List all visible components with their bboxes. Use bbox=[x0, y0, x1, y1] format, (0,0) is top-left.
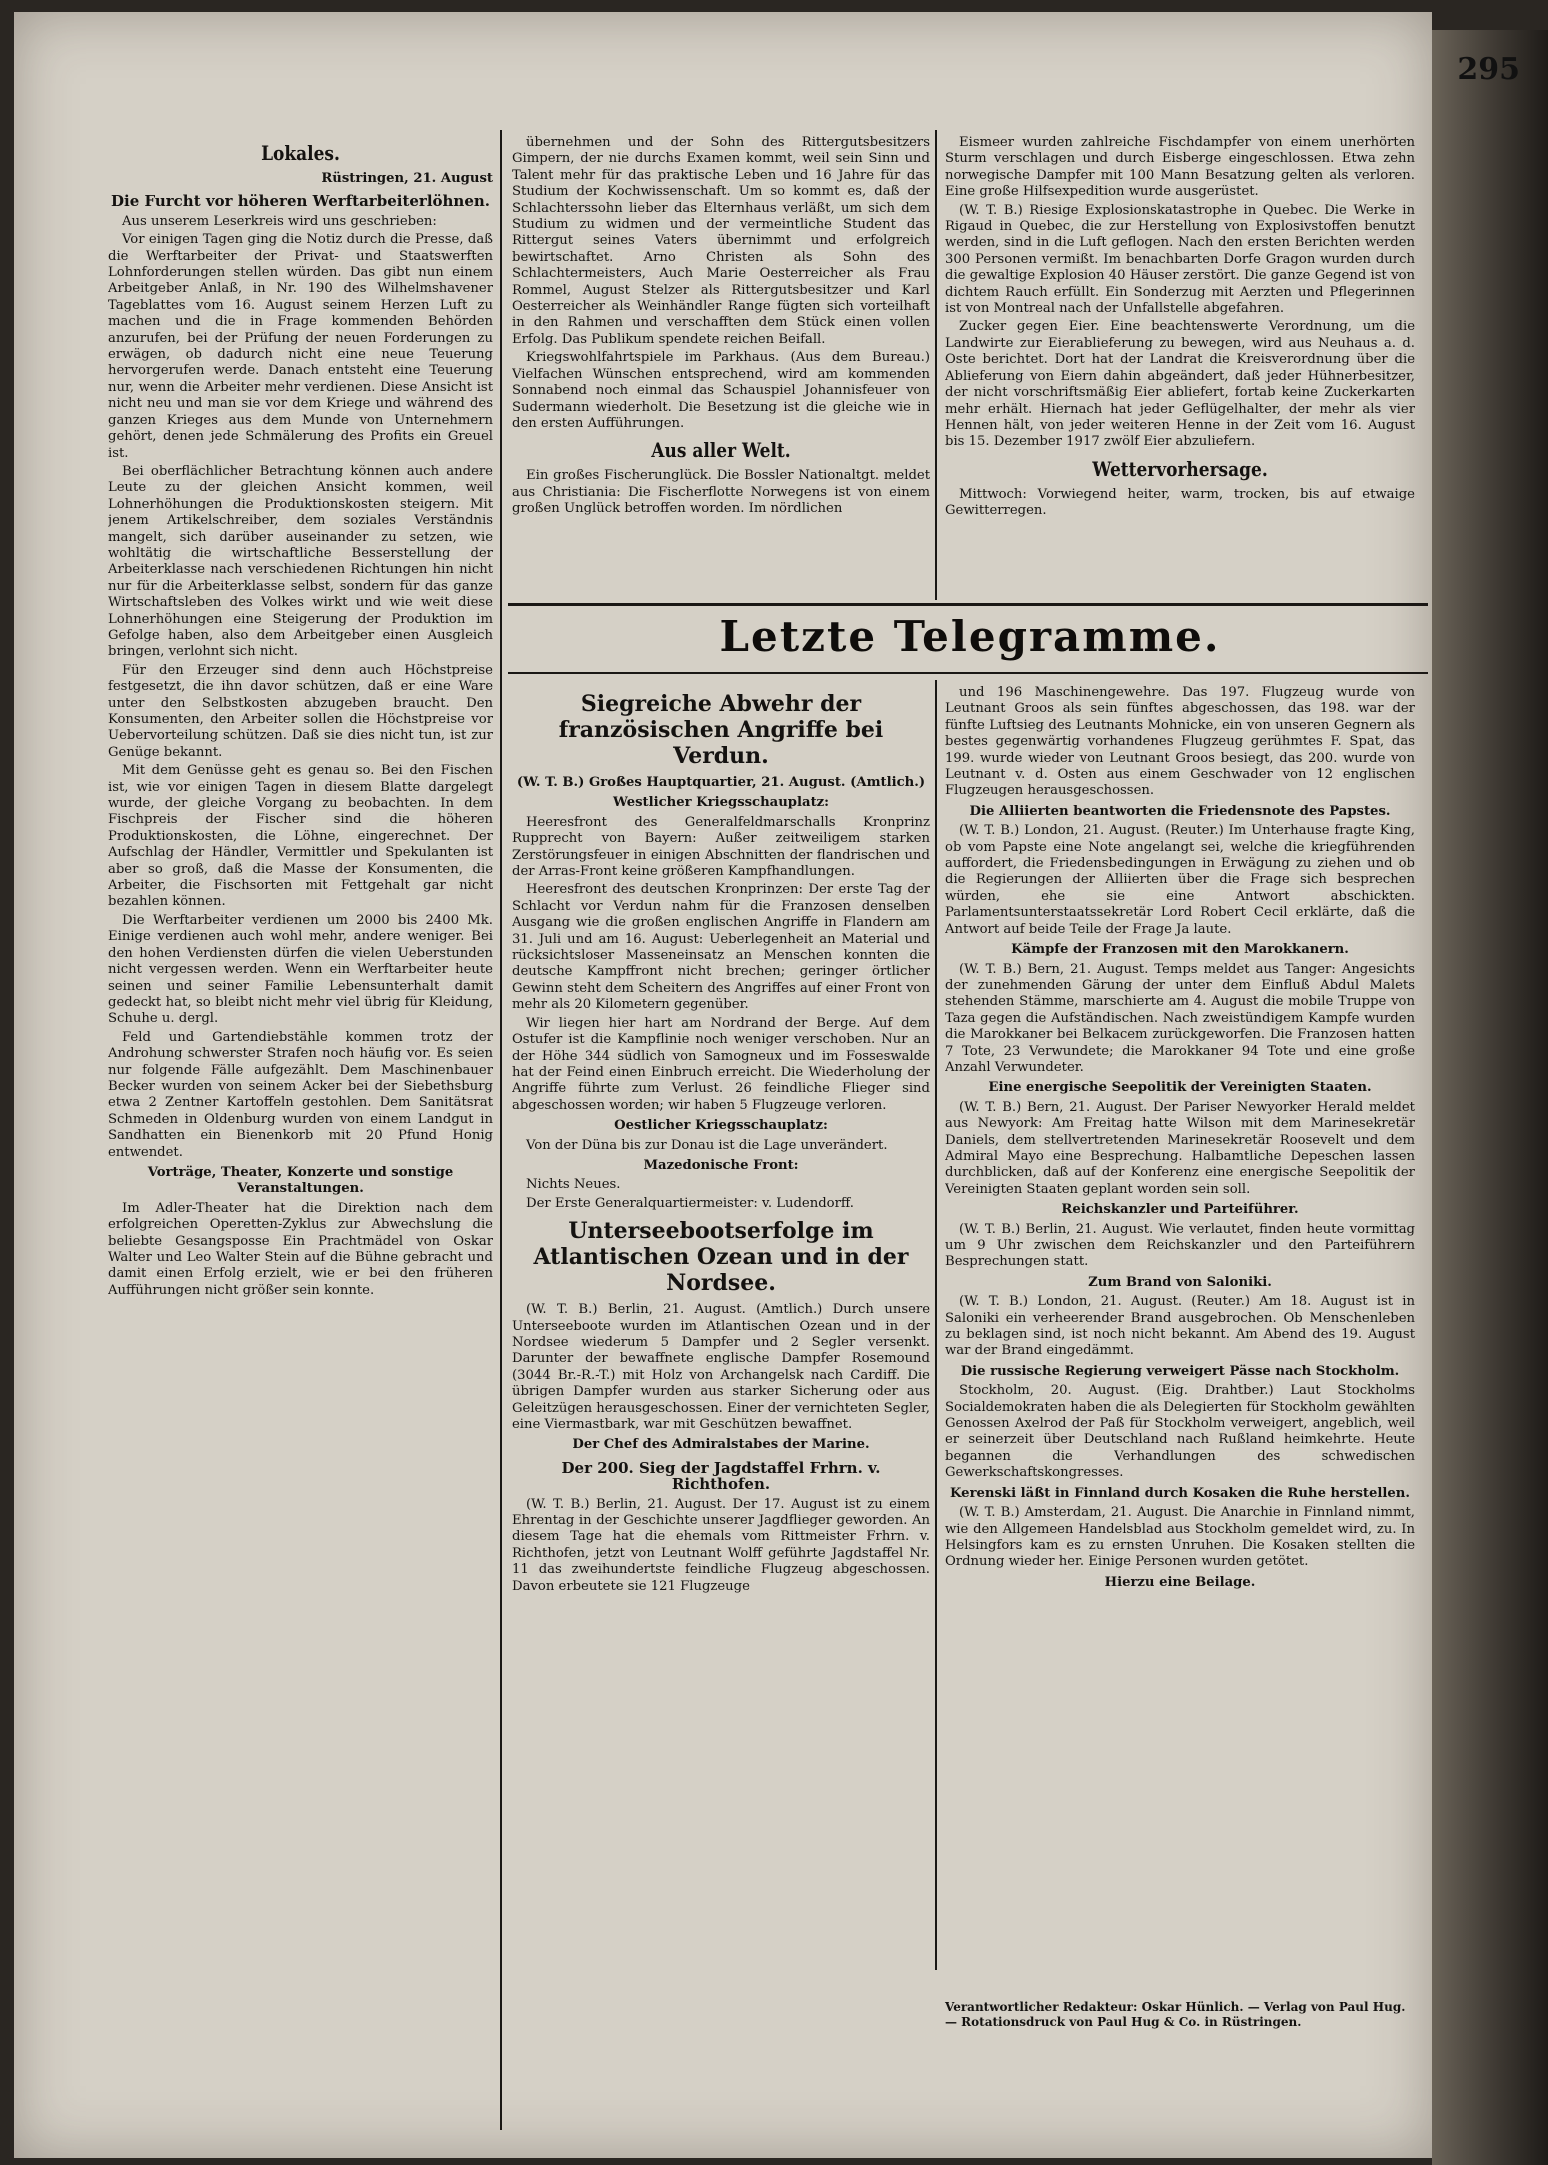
article-intro: Aus unserem Leserkreis wird uns geschrieben: bbox=[122, 213, 437, 229]
imprint: Verantwortlicher Redakteur: Oskar Hünlich. — Verlag von Paul Hug. — Rotationsdruck von Paul Hug & Co. in Rüstringen. bbox=[945, 2000, 1406, 2029]
subheading: Oestlicher Kriegsschauplatz: bbox=[614, 1118, 828, 1134]
section-title-wettervorhersage: Wettervorhersage. bbox=[1092, 456, 1268, 481]
article-paragraph: Nichts Neues. bbox=[526, 1177, 621, 1193]
book-edge bbox=[1432, 30, 1548, 2165]
article-paragraph: (W. T. B.) London, 21. August. (Reuter.) Am 18. August ist in Saloniki ein verheerender Brand ausgebrochen. Ob Menschenleben zu beklagen sind, ist noch nicht bekannt. Am Abend des 19. August war der Brand eingedämmt. bbox=[945, 1294, 1415, 1359]
dateline: (W. T. B.) Großes Hauptquartier, 21. August. (Amtlich.) bbox=[516, 775, 926, 790]
subheading: Zum Brand von Saloniki. bbox=[1088, 1274, 1272, 1290]
article-paragraph: Vor einigen Tagen ging die Notiz durch die Presse, daß die Werftarbeiter der Privat- und Staatswerften Lohnforderungen stellen würden. Das gibt nun einem Arbeitgeber Anlaß, in Nr. 190 des Wilhelmshavener Tageblattes vom 16. August seinem Herzen Luft zu machen und die in Frage kommenden Behörden anzurufen, bei der Prüfung der neuen Forderungen zu erwägen, ob dadurch nicht eine neue Teuerung hervorgerufen werde. Danach entsteht eine Teuerung nur, wenn die Arbeiter mehr verdienen. Diese Ansicht ist nicht neu und man sie vor dem Kriege und während des ganzen Krieges aus dem Munde von Unternehmern gehört, denen jede Schmälerung des Profits ein Greuel ist. bbox=[108, 232, 493, 461]
article-paragraph: Wir liegen hier hart am Nordrand der Berge. Auf dem Ostufer ist die Kampflinie noch weniger verschoben. Nur an der Höhe 344 südlich von Samogneux und im Fosseswalde hat der Feind einen Einbruch erreicht. Die Wiederholung der Angriffe führte zum Verlust. 26 feindliche Flieger sind abgeschossen worden; wir haben 5 Flugzeuge verloren. bbox=[512, 1015, 930, 1113]
column-news-right bbox=[945, 135, 1415, 595]
article-paragraph: Im Adler-Theater hat die Direktion nach dem erfolgreichen Operetten-Zyklus zur Abwechslung die beliebte Gesangsposse Ein Prachtmädel von Oskar Walter und Leo Walter Stein auf die Bühne gebracht und damit einen Erfolg erzielt, wie er bei den früheren Aufführungen nicht größer sein konnte. bbox=[108, 1200, 493, 1298]
column-telegrams-left bbox=[512, 685, 930, 2125]
section-title-lokales: Lokales. bbox=[261, 141, 340, 165]
article-paragraph: (W. T. B.) Bern, 21. August. Temps meldet aus Tanger: Angesichts der zunehmenden Gärung der unter dem Einfluß Abdul Malets stehenden Stämme, marschierte am 4. August die mobile Truppe von Taza gegen die Aufständischen. Nach zweistündigem Kampfe wurden die Marokkaner bei Belkacem zurückgeworfen. Die Franzosen hatten 7 Tote, 23 Verwundete; die Marokkaner 94 Tote und eine große Anzahl Verwundeter. bbox=[945, 961, 1415, 1075]
column-rule bbox=[500, 130, 502, 2130]
section-rule bbox=[508, 672, 1428, 674]
headline-richthofen: Der 200. Sieg der Jagdstaffel Frhrn. v. Richthofen. bbox=[561, 1458, 881, 1494]
article-headline: Die Furcht vor höheren Werftarbeiterlöhnen. bbox=[111, 192, 490, 211]
article-paragraph: (W. T. B.) Berlin, 21. August. Wie verlautet, finden heute vormittag um 9 Uhr zwischen dem Reichskanzler und den Parteiführern Besprechungen statt. bbox=[945, 1221, 1415, 1270]
column-theater-continued bbox=[512, 135, 930, 595]
headline-u-boot: Unterseebootserfolge im Atlantischen Ozean und in der Nordsee. bbox=[533, 1218, 909, 1297]
article-paragraph: Die Werftarbeiter verdienen um 2000 bis 2400 Mk. Einige verdienen auch wohl mehr, andere weniger. Bei den hohen Verdiensten dürfen die vielen Ueberstunden nicht vergessen werden. Wenn ein Werftarbeiter heute seinen und seiner Familie Lebensunterhalt damit gedeckt hat, so bleibt nicht mehr viel übrig für Kleidung, Schuhe u. dergl. bbox=[108, 912, 493, 1027]
subheading: Kerenski läßt in Finnland durch Kosaken die Ruhe herstellen. bbox=[950, 1485, 1410, 1501]
article-paragraph: Feld und Gartendiebstähle kommen trotz der Androhung schwerster Strafen noch häufig vor. Es seien nur folgende Fälle aufgezählt. Dem Maschinenbauer Becker wurden von seinem Acker bei der Siebethsburg etwa 2 Zentner Kartoffeln gestohlen. Dem Sanitätsrat Schmeden in Oldenburg wurden von einem Landgut in Sandhatten ein Bienenkorb mit 20 Pfund Honig entwendet. bbox=[108, 1029, 493, 1160]
article-paragraph: Stockholm, 20. August. (Eig. Drahtber.) Laut Stockholms Socialdemokraten haben die als Delegierten für Stockholm gewählten Genossen Axelrod der Paß für Stockholm verweigert, angeblich, weil er seinerzeit über Deutschland nach Rußland heimkehrte. Heute begannen die Verhandlungen des schwedischen Gewerkschaftskongresses. bbox=[945, 1383, 1415, 1481]
column-telegrams-right bbox=[945, 685, 1415, 1990]
subheading: Die Alliierten beantworten die Friedensnote des Papstes. bbox=[969, 803, 1391, 819]
article-paragraph: Eismeer wurden zahlreiche Fischdampfer von einem unerhörten Sturm verschlagen und durch Eisberge eingeschlossen. Etwa zehn norwegische Dampfer mit 100 Mann Besatzung gelten als verloren. Eine große Hilfsexpedition wurde ausgerüstet. bbox=[945, 135, 1415, 200]
subheading: Eine energische Seepolitik der Vereinigten Staaten. bbox=[988, 1080, 1372, 1096]
article-paragraph: (W. T. B.) Bern, 21. August. Der Pariser Newyorker Herald meldet aus Newyork: Am Freitag hatte Wilson mit dem Marinesekretär Daniels, dem stellvertretenden Marinesekretär Roosevelt und dem Admiral Mayo eine Besprechung. Halbamtliche Depeschen lassen durchblicken, daß auf der Konferenz eine energische Seepolitik der Vereinigten Staaten geplant worden sein soll. bbox=[945, 1099, 1415, 1197]
article-paragraph: (W. T. B.) Amsterdam, 21. August. Die Anarchie in Finnland nimmt, wie den Allgemeen Handelsblad aus Stockholm gemeldet wird, zu. In Helsingfors kam es zu ernsten Unruhen. Die Kosaken stellten die Ordnung wieder her. Einige Personen wurden getötet. bbox=[945, 1505, 1415, 1570]
signature: Der Erste Generalquartiermeister: v. Ludendorff. bbox=[526, 1195, 854, 1211]
article-paragraph: (W. T. B.) London, 21. August. (Reuter.) Im Unterhause fragte King, ob vom Papste eine Note angelangt sei, welche die kriegführenden auffordert, die Friedensbedingungen in Erwägung zu ziehen und ob die Regierungen der Alliierten über die Frage sich besprechen würden, ehe sie eine Antwort abschickten. Parlamentsunterstaatssekretär Lord Robert Cecil erklärte, daß die Antwort auf beide Teile der Frage Ja laute. bbox=[945, 823, 1415, 937]
article-paragraph: Heeresfront des deutschen Kronprinzen: Der erste Tag der Schlacht vor Verdun nahm für die Franzosen denselben Ausgang wie die großen englischen Angriffe in Flandern am 31. Juli und am 16. August: Ueberlegenheit an Material und rücksichtsloser Masseneinsatz an Menschen konnten die deutsche Kampffront nicht brechen; geringer örtlicher Gewinn steht dem Scheitern des Angriffes auf einer Front von mehr als 20 Kilometern gegenüber. bbox=[512, 882, 930, 1013]
headline-verdun: Siegreiche Abwehr der französischen Angriffe bei Verdun. bbox=[558, 691, 884, 769]
article-paragraph: Von der Düna bis zur Donau ist die Lage unverändert. bbox=[526, 1137, 888, 1153]
article-paragraph: Zucker gegen Eier. Eine beachtenswerte Verordnung, um die Landwirte zur Eierablieferung zu bewegen, wird aus Neuhaus a. d. Oste berichtet. Dort hat der Landrat die Kreisverordnung über die Ablieferung von Eiern dahin abgeändert, daß jeder Hühnerbesitzer, der nicht vorschriftsmäßig Eier abliefert, fortab keine Zuckerkarten mehr erhält. Hiernach hat jeder Geflügelhalter, der mehr als vier Hennen hält, von jeder weiteren Henne in der Zeit vom 16. August bis 15. Dezember 1917 zwölf Eier abzuliefern. bbox=[945, 319, 1415, 450]
article-paragraph: Bei oberflächlicher Betrachtung können auch andere Leute zu der gleichen Ansicht kommen, weil Lohnerhöhungen die Produktionskosten steigern. Mit jenem Artikelschreiber, dem soziales Verständnis mangelt, sich darüber auseinander zu setzen, wie wohltätig die wirtschaftliche Besserstellung der Arbeiterklasse nach verschiedenen Richtungen hin nicht nur für die Arbeiterklasse selbst, sondern für das ganze Wirtschaftsleben des Volkes wirkt und wie weit diese Lohnerhöhungen eine Steigerung der Produktion im Gefolge haben, also dem Arbeitgeber einen Ausgleich bringen, verlohnt sich nicht. bbox=[108, 463, 493, 660]
dateline: Rüstringen, 21. August bbox=[321, 171, 493, 186]
signature: Der Chef des Admiralstabes der Marine. bbox=[572, 1437, 870, 1453]
subheading: Die russische Regierung verweigert Pässe nach Stockholm. bbox=[960, 1363, 1400, 1379]
page-number: 295 bbox=[1457, 52, 1520, 87]
subheading: Vorträge, Theater, Konzerte und sonstige Veranstaltungen. bbox=[147, 1164, 454, 1197]
subheading: Reichskanzler und Parteiführer. bbox=[1061, 1202, 1299, 1218]
article-paragraph: Für den Erzeuger sind denn auch Höchstpreise festgesetzt, die ihn davor schützen, daß er eine Ware unter den Selbstkosten abzugeben braucht. Den Konsumenten, den Arbeiter sollen die Höchstpreise vor Uebervorteilung schützen. Daß sie dies nicht tun, ist zur Genüge bekannt. bbox=[108, 662, 493, 760]
article-paragraph: übernehmen und der Sohn des Rittergutsbesitzers Gimpern, der nie durchs Examen kommt, weil sein Sinn und Talent mehr für das praktische Leben und 16 Jahre für das Studium der Kochwissenschaft. Um so kommt es, daß der Schlachterssohn lieber das Elternhaus verläßt, um sich dem Studium zu widmen und der vermeintliche Student das Rittergut seines Vaters übernimmt und erfolgreich bewirtschaftet. Arno Christen als Sohn des Schlachtermeisters, Auch Marie Oesterreicher als Frau Rommel, August Stelzer als Rittergutsbesitzer und Karl Oesterreicher als Weinhändler Range fügten sich vorteilhaft in den Rahmen und verschafften dem Stück einen vollen Erfolg. Das Publikum spendete reichen Beifall. bbox=[512, 135, 930, 347]
subheading: Westlicher Kriegsschauplatz: bbox=[612, 795, 830, 811]
section-rule bbox=[508, 603, 1428, 606]
subheading: Kämpfe der Franzosen mit den Marokkanern. bbox=[1011, 942, 1349, 958]
article-paragraph: Heeresfront des Generalfeldmarschalls Kronprinz Rupprecht von Bayern: Außer zeitweiligem starken Zerstörungsfeuer in einigen Abschnitten der flandrischen und der Arras-Front keine größeren Kampfhandlungen. bbox=[512, 814, 930, 880]
column-lokales bbox=[108, 135, 493, 2125]
article-paragraph: Mit dem Genüsse geht es genau so. Bei den Fischen ist, wie vor einigen Tagen in diesem Blatte dargelegt wurde, der gleiche Vorgang zu beobachten. In dem Fischpreis der Fischer sind die höheren Produktionskosten, die Löhne, eingerechnet. Der Aufschlag der Händler, Vermittler und Spekulanten ist aber so groß, daß die Masse der Konsumenten, die Arbeiter, die Fischsorten mit Fettgehalt gar nicht bezahlen können. bbox=[108, 763, 493, 910]
weather-forecast: Mittwoch: Vorwiegend heiter, warm, trocken, bis auf etwaige Gewitterregen. bbox=[945, 486, 1415, 519]
article-paragraph: Kriegswohlfahrtspiele im Parkhaus. (Aus dem Bureau.) Vielfachen Wünschen entsprechend, wird am kommenden Sonnabend noch einmal das Schauspiel Johannisfeuer von Sudermann wiederholt. Die Besetzung ist die gleiche wie in den ersten Aufführungen. bbox=[512, 350, 930, 431]
column-rule bbox=[935, 680, 937, 1970]
article-paragraph: und 196 Maschinengewehre. Das 197. Flugzeug wurde von Leutnant Groos als sein fünftes abgeschossen, das 198. war der fünfte Luftsieg des Leutnants Mohnicke, ein von unseren Gegnern als bestes gegenwärtig vorhandenes Flugzeug gerühmtes F. Spat, das 199. wurde wieder von Leutnant Groos besiegt, das 200. wurde von Leutnant v. d. Osten aus einem Geschwader von 12 englischen Flugzeugen herausgeschossen. bbox=[945, 685, 1415, 799]
article-paragraph: (W. T. B.) Riesige Explosionskatastrophe in Quebec. Die Werke in Rigaud in Quebec, die zur Herstellung von Explosivstoffen benutzt werden, sind in die Luft geflogen. Nach den ersten Berichten werden 300 Personen vermißt. Im benachbarten Dorfe Gragon wurden durch die gewaltige Explosion 40 Häuser zerstört. Die ganze Gegend ist von dichtem Rauch erfüllt. Ein Sonderzug mit Aerzten und Pflegerinnen ist von Montreal nach der Unfallstelle abgefahren. bbox=[945, 202, 1415, 317]
article-paragraph: (W. T. B.) Berlin, 21. August. (Amtlich.) Durch unsere Unterseeboote wurden im Atlantischen Ozean und in der Nordsee wiederum 5 Dampfer und 2 Segler versenkt. Darunter der bewaffnete englische Dampfer Rosemound (3044 Br.-R.-T.) mit Holz von Archangelsk nach Cardiff. Die übrigen Dampfer wurden aus starker Sicherung oder aus Geleitzügen herausgeschossen. Einer der vernichteten Segler, eine Viermastbark, war mit Geschützen bewaffnet. bbox=[512, 1302, 930, 1432]
article-paragraph: (W. T. B.) Berlin, 21. August. Der 17. August ist zu einem Ehrentag in der Geschichte unserer Jagdflieger geworden. An diesem Tage hat die ehemals vom Rittmeister Frhrn. v. Richthofen, jetzt von Leutnant Wolff geführte Jagdstaffel Nr. 11 das zweihundertste feindliche Flugzeug abgeschossen. Davon erbeutete sie 121 Flugzeuge bbox=[512, 1496, 930, 1594]
column-rule bbox=[935, 130, 937, 600]
subheading: Mazedonische Front: bbox=[643, 1157, 799, 1173]
section-title-aus-aller-welt: Aus aller Welt. bbox=[651, 438, 791, 463]
supplement-note: Hierzu eine Beilage. bbox=[1104, 1574, 1256, 1590]
section-title-letzte-telegramme: Letzte Telegramme. bbox=[719, 612, 1221, 661]
article-paragraph: Ein großes Fischerunglück. Die Bossler Nationaltgt. meldet aus Christiania: Die Fischerflotte Norwegens ist von einem großen Unglück betroffen worden. Im nördlichen bbox=[512, 468, 930, 517]
